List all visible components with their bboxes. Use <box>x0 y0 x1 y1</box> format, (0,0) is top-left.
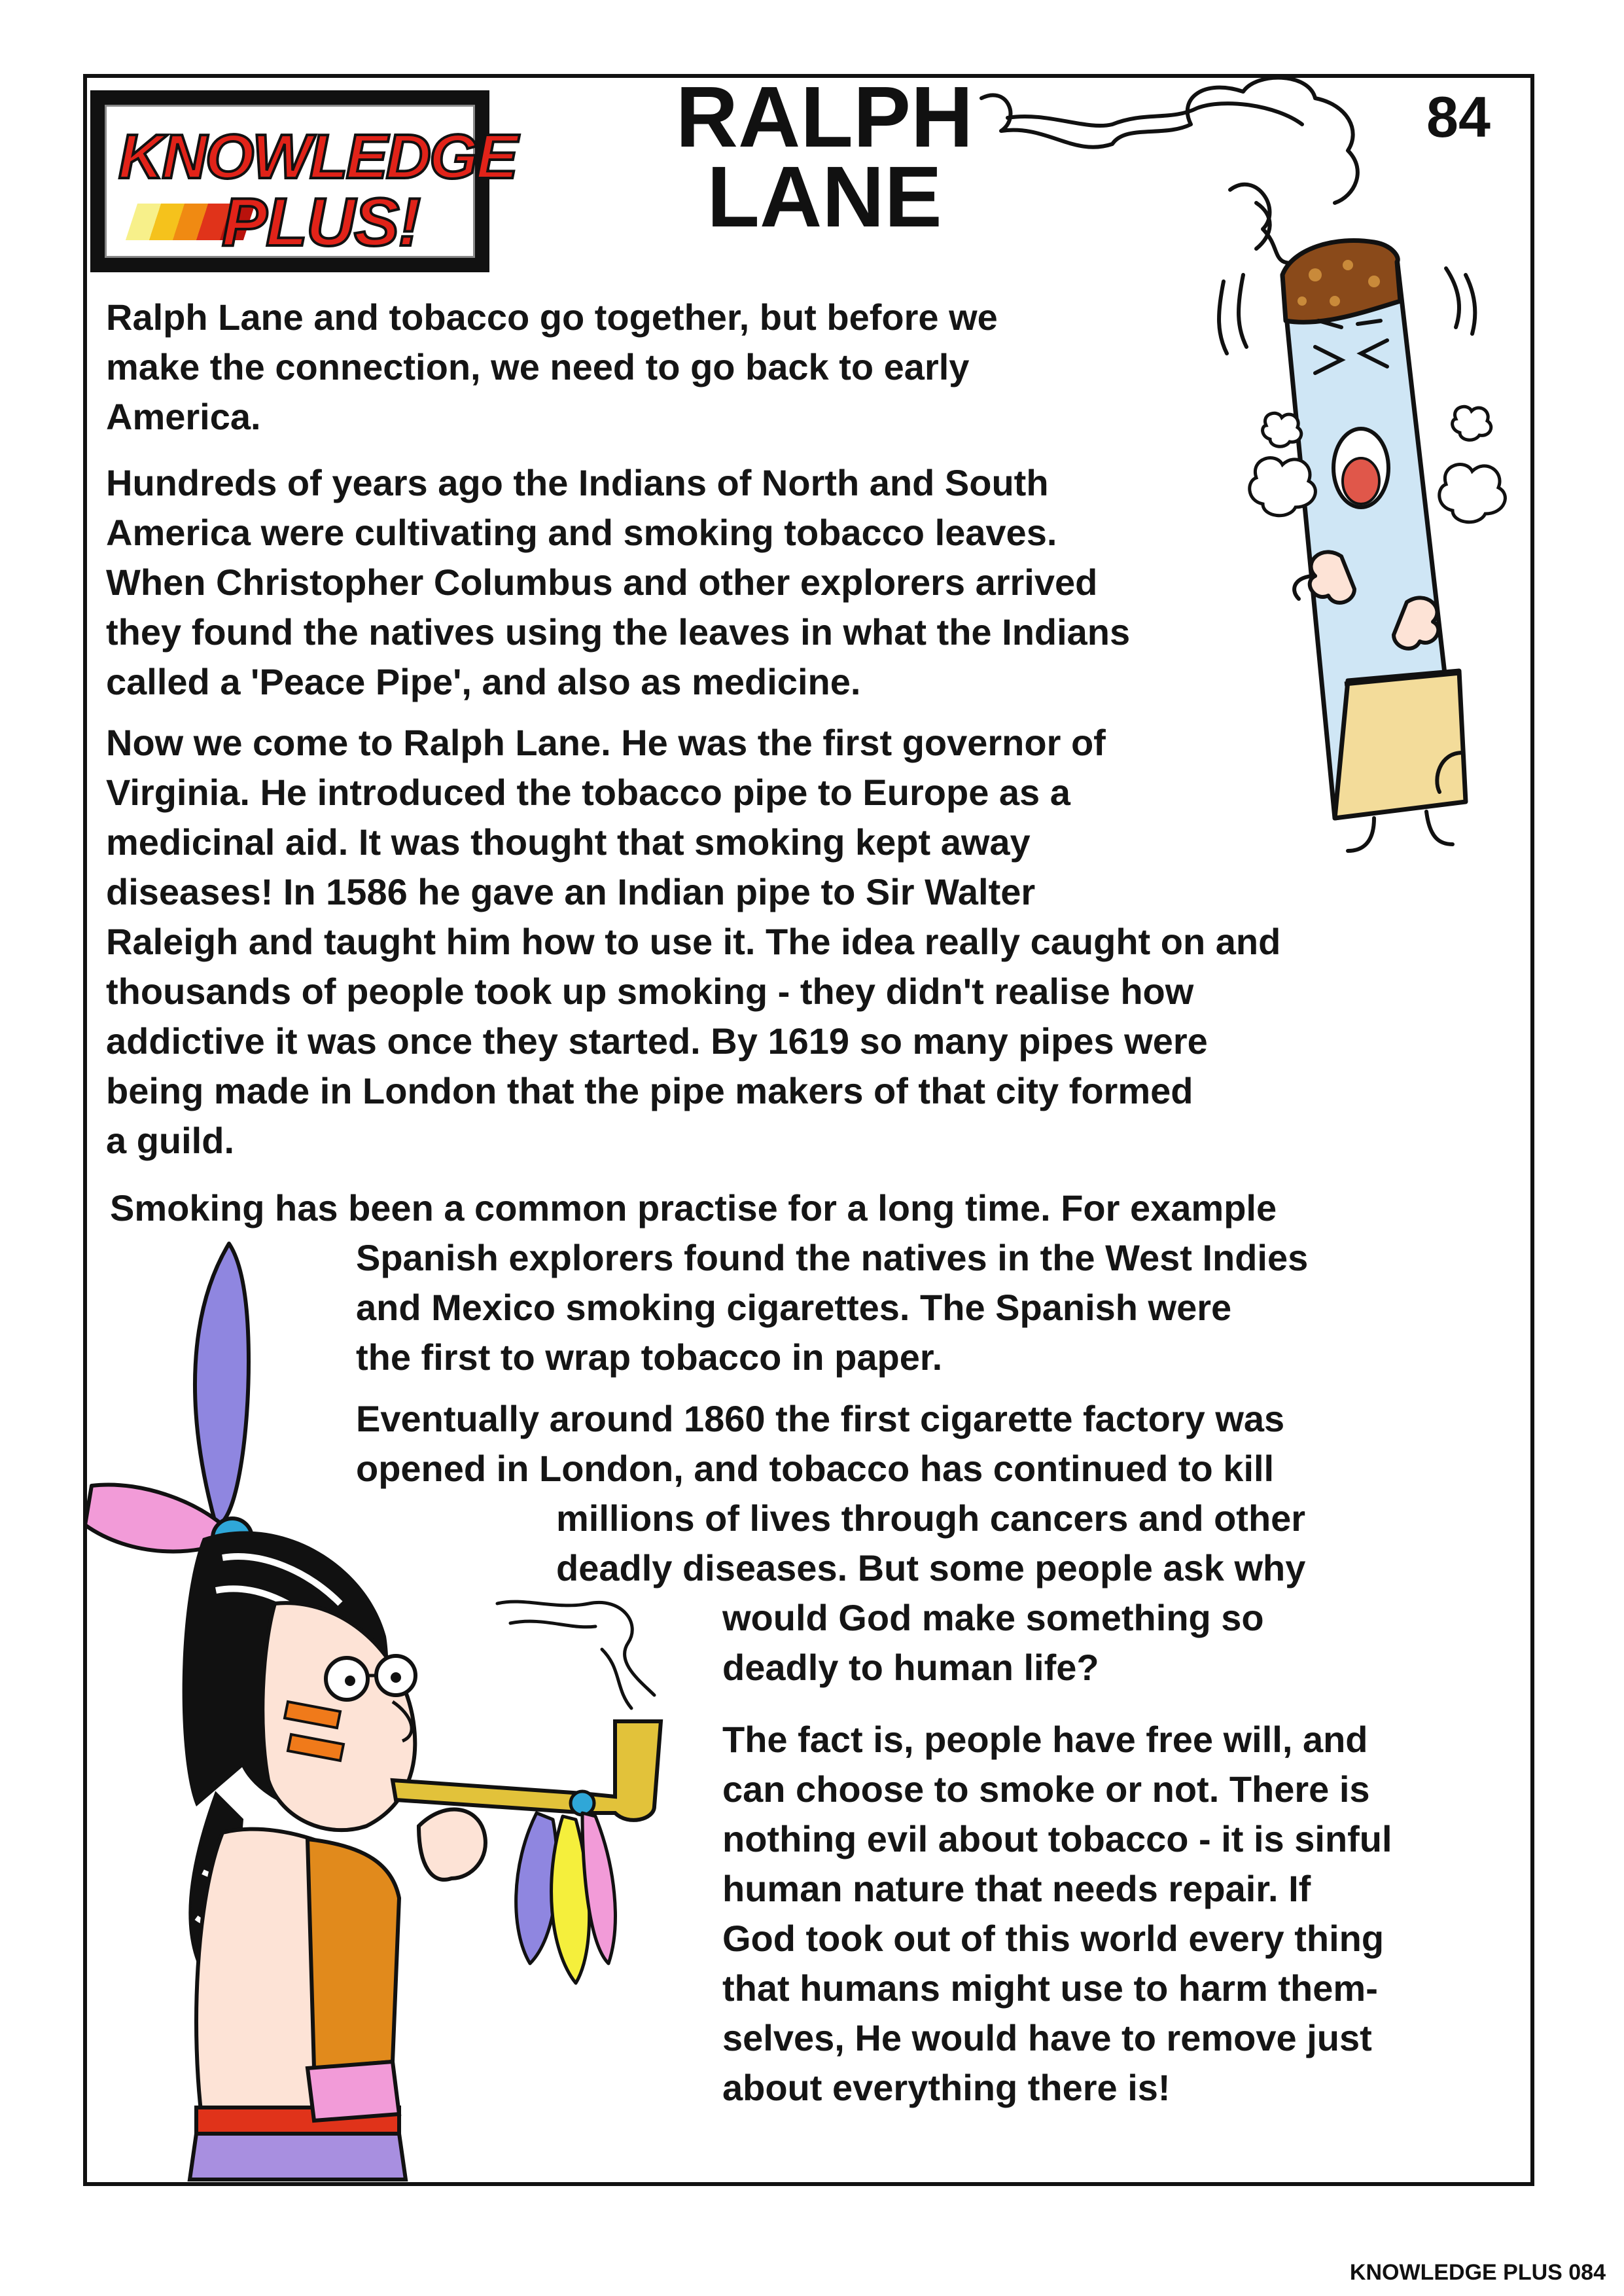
paragraph-line: opened in London, and tobacco has continued to kill <box>356 1448 1275 1489</box>
logo-line2: PLUS! <box>222 185 419 260</box>
paragraph-line: Now we come to Ralph Lane. He was the first governor of <box>106 722 1106 763</box>
paragraph-line: they found the natives using the leaves in what the Indians <box>106 611 1131 653</box>
paragraph-line: God took out of this world every thing <box>722 1918 1385 1959</box>
paragraph-line: would God make something so <box>722 1597 1264 1638</box>
paragraph-line: a guild. <box>106 1120 234 1161</box>
paragraph-line: medicinal aid. It was thought that smoking kept away <box>106 821 1031 863</box>
title-line1: RALPH <box>675 69 974 165</box>
paragraph-line: nothing evil about tobacco - it is sinful <box>722 1818 1392 1859</box>
native-american-character-icon <box>0 0 1 1</box>
paragraph-line: Smoking has been a common practise for a long time. For example <box>110 1187 1277 1229</box>
paragraph-free-will <box>722 1715 1392 2113</box>
knowledge-plus-logo <box>90 90 516 272</box>
logo-line1: KNOWLEDGE <box>118 122 516 192</box>
paragraph-factory <box>356 1394 1305 1693</box>
paragraph-line: make the connection, we need to go back to early <box>106 346 970 387</box>
paragraph-line: the first to wrap tobacco in paper. <box>356 1336 943 1378</box>
paragraph-line: being made in London that the pipe makers of that city formed <box>106 1070 1193 1111</box>
title-line2: LANE <box>707 149 942 245</box>
logo-panel <box>105 105 516 260</box>
paragraph-line: Eventually around 1860 the first cigarette factory was <box>356 1398 1285 1439</box>
paragraph-line: Virginia. He introduced the tobacco pipe to Europe as a <box>106 772 1070 813</box>
paragraph-line: deadly diseases. But some people ask why <box>556 1547 1306 1588</box>
page-number: 84 <box>1426 84 1491 149</box>
page-footer: KNOWLEDGE PLUS 084 <box>1349 2260 1606 2285</box>
paragraph-line: millions of lives through cancers and other <box>556 1498 1306 1539</box>
paragraph-line: America were cultivating and smoking tobacco leaves. <box>106 512 1057 553</box>
paragraph-line: thousands of people took up smoking - they didn't realise how <box>106 971 1194 1012</box>
paragraph-line: When Christopher Columbus and other explorers arrived <box>106 562 1098 603</box>
paragraph-line: addictive it was once they started. By 1619 so many pipes were <box>106 1020 1208 1062</box>
paragraph-line: and Mexico smoking cigarettes. The Spanish were <box>356 1287 1232 1328</box>
paragraph-line: Ralph Lane and tobacco go together, but before we <box>106 296 998 338</box>
paragraph-line: selves, He would have to remove just <box>722 2017 1372 2058</box>
paragraph-indians <box>106 458 1130 707</box>
paragraph-line: America. <box>106 396 261 437</box>
paragraph-line: human nature that needs repair. If <box>722 1868 1311 1909</box>
paragraph-line: can choose to smoke or not. There is <box>722 1768 1370 1810</box>
page-title <box>589 69 1060 245</box>
paragraph-line: Spanish explorers found the natives in the West Indies <box>356 1237 1309 1278</box>
paragraph-ralph-lane <box>106 718 1280 1166</box>
paragraph-line: that humans might use to harm them- <box>722 1967 1378 2009</box>
paragraph-line: deadly to human life? <box>722 1647 1099 1688</box>
paragraph-line: diseases! In 1586 he gave an Indian pipe to Sir Walter <box>106 871 1036 912</box>
paragraph-line: called a 'Peace Pipe', and also as medicine. <box>106 661 861 702</box>
paragraph-intro <box>106 293 998 442</box>
paragraph-line: about everything there is! <box>722 2067 1171 2108</box>
paragraph-spanish <box>110 1183 1308 1382</box>
paragraph-line: Raleigh and taught him how to use it. The idea really caught on and <box>106 921 1281 962</box>
paragraph-line: Hundreds of years ago the Indians of North and South <box>106 462 1049 503</box>
paragraph-line: The fact is, people have free will, and <box>722 1719 1368 1760</box>
